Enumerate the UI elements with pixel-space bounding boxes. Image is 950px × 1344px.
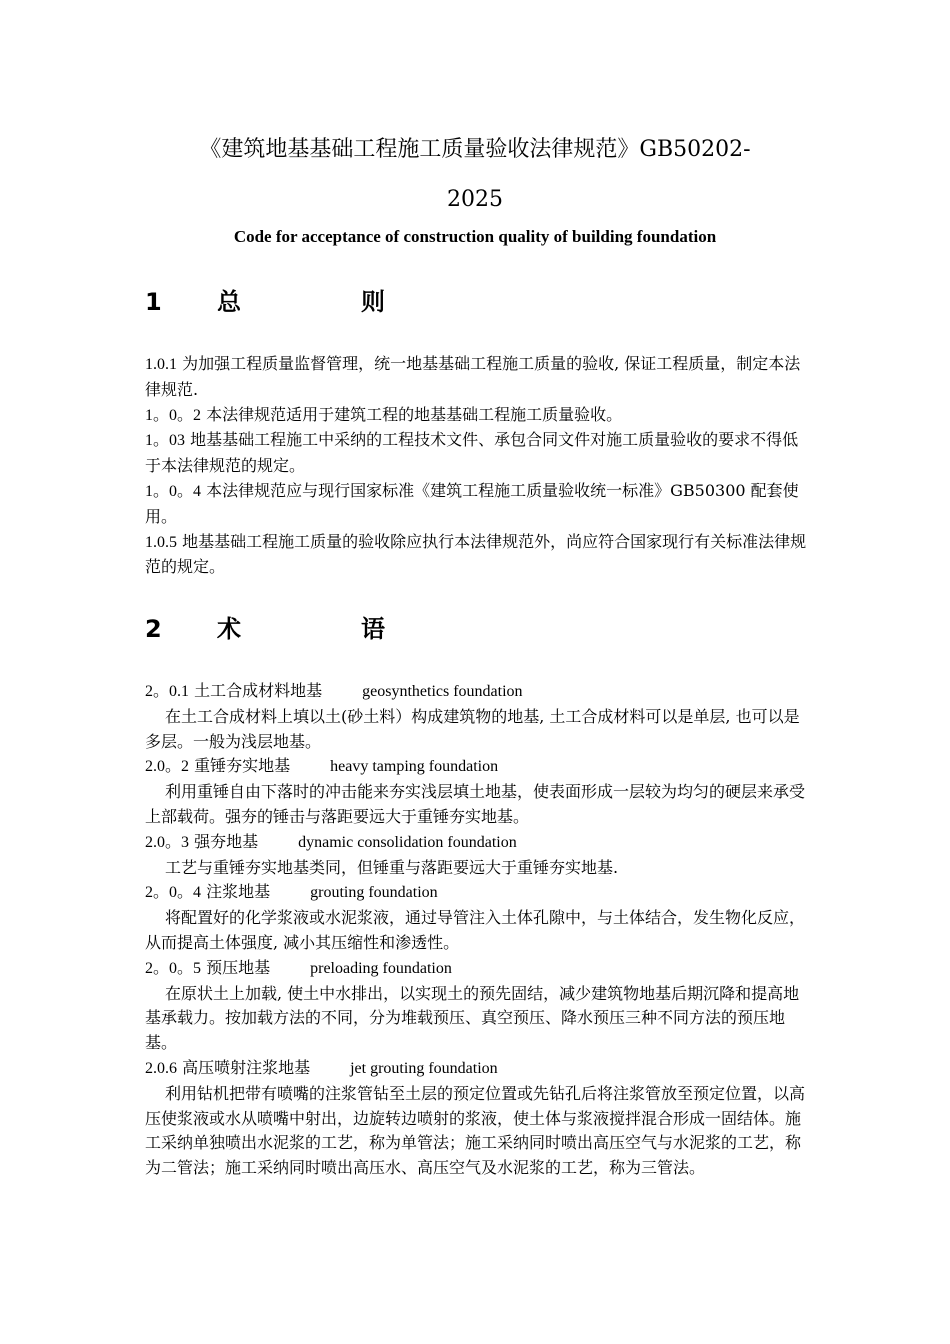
term-description: 在原状土上加载, 使土中水排出，以实现土的预先固结，减少建筑物地基后期沉降和提高地基承载力。按加载方法的不同，分为堆载预压、真空预压、降水预压三种不同方法的预压地基。 bbox=[145, 983, 800, 1053]
chapter-1-body bbox=[145, 352, 809, 580]
term-cn: 强夯地基 bbox=[194, 831, 259, 851]
term-number: 2.0.6 bbox=[145, 1059, 177, 1077]
term-cn: 预压地基 bbox=[206, 957, 271, 977]
term-en: dynamic consolidation foundation bbox=[298, 833, 517, 851]
term-description: 在土工合成材料上填以土(砂土料）构成建筑物的地基, 土工合成材料可以是单层, 也可以是多层。一般为浅层地基。 bbox=[145, 706, 800, 751]
chapter-title-char-2: 语 bbox=[361, 615, 385, 643]
clause bbox=[145, 403, 809, 429]
term-heading bbox=[145, 1056, 809, 1082]
document-subtitle-en: Code for acceptance of construction quality of building foundation bbox=[233, 227, 717, 246]
clause-text: 本法律规范应与现行国家标准《建筑工程施工质量验收统一标准》GB50300 配套使用。 bbox=[145, 480, 799, 526]
term-heading bbox=[145, 880, 809, 906]
document-title-line-2: 2025 bbox=[447, 187, 503, 212]
chapter-title-char-2: 则 bbox=[361, 288, 385, 316]
term-number: 2.0。3 bbox=[145, 833, 190, 851]
clause-text: 地基基础工程施工质量的验收除应执行本法律规范外，尚应符合国家现行有关标准法律规范的规定。 bbox=[145, 531, 807, 577]
clause-number: 1。03 bbox=[145, 432, 186, 450]
term-cn: 注浆地基 bbox=[206, 882, 271, 902]
chapter-number: 2 bbox=[145, 615, 162, 643]
clause-number: 1.0.5 bbox=[145, 533, 177, 551]
term-description: 工艺与重锤夯实地基类同，但锤重与落距要远大于重锤夯实地基. bbox=[165, 857, 619, 877]
term-number: 2。0.1 bbox=[145, 683, 190, 700]
clause bbox=[145, 352, 809, 403]
term-heading bbox=[145, 679, 809, 705]
term-description: 将配置好的化学浆液或水泥浆液，通过导管注入土体孔隙中，与土体结合，发生物化反应，从而提高土体强度, 减小其压缩性和渗透性。 bbox=[145, 908, 806, 952]
chapter-2-body bbox=[145, 679, 809, 1181]
term-number: 2。0。4 bbox=[145, 884, 202, 902]
clause-text: 为加强工程质量监督管理，统一地基基础工程施工质量的验收, 保证工程质量，制定本法律规范. bbox=[145, 354, 801, 399]
term-en: grouting foundation bbox=[310, 884, 438, 902]
term-number: 2.0。2 bbox=[145, 758, 190, 776]
term-cn: 土工合成材料地基 bbox=[194, 681, 323, 700]
clause-number: 1。0。4 bbox=[145, 482, 202, 500]
term-en: geosynthetics foundation bbox=[362, 683, 523, 700]
term-description: 利用重锤自由下落时的冲击能来夯实浅层填土地基，使表面形成一层较为均匀的硬层来承受上部载荷。强夯的锤击与落距要远大于重锤夯实地基。 bbox=[145, 782, 806, 826]
term-description: 利用钻机把带有喷嘴的注浆管钻至土层的预定位置或先钻孔后将注浆管放至预定位置，以高压使浆液或水从喷嘴中射出，边旋转边喷射的浆液，使土体与浆液搅拌混合形成一固结体。施工采纳单独喷出水泥浆的工艺，称为单管法；施工采纳同时喷出高压空气与水泥浆的工艺，称为二管法；施工采纳同时喷出高压水、高压空气及水泥浆的工艺，称为三管法。 bbox=[145, 1083, 806, 1178]
clause bbox=[145, 530, 809, 581]
term-cn: 高压喷射注浆地基 bbox=[182, 1057, 311, 1077]
term-heading bbox=[145, 754, 809, 780]
document-title-line-1: 《建筑地基基础工程施工质量验收法律规范》GB50202- bbox=[199, 137, 751, 162]
clause-number: 1。0。2 bbox=[145, 406, 202, 424]
clause-number: 1.0.1 bbox=[145, 356, 177, 373]
term-en: preloading foundation bbox=[310, 959, 452, 977]
term-heading bbox=[145, 830, 809, 856]
term-en: jet grouting foundation bbox=[350, 1059, 498, 1077]
clause bbox=[145, 428, 809, 479]
chapter-number: 1 bbox=[145, 288, 162, 316]
clause-text: 本法律规范适用于建筑工程的地基基础工程施工质量验收。 bbox=[206, 404, 623, 424]
chapter-title-char-1: 术 bbox=[217, 615, 241, 643]
clause-text: 地基基础工程施工中采纳的工程技术文件、承包合同文件对施工质量验收的要求不得低于本法律规范的规定。 bbox=[145, 430, 799, 476]
term-en: heavy tamping foundation bbox=[330, 758, 499, 776]
term-number: 2。0。5 bbox=[145, 959, 202, 977]
term-cn: 重锤夯实地基 bbox=[194, 756, 291, 776]
term-heading bbox=[145, 956, 809, 982]
clause bbox=[145, 479, 809, 530]
chapter-title-char-1: 总 bbox=[217, 288, 241, 316]
